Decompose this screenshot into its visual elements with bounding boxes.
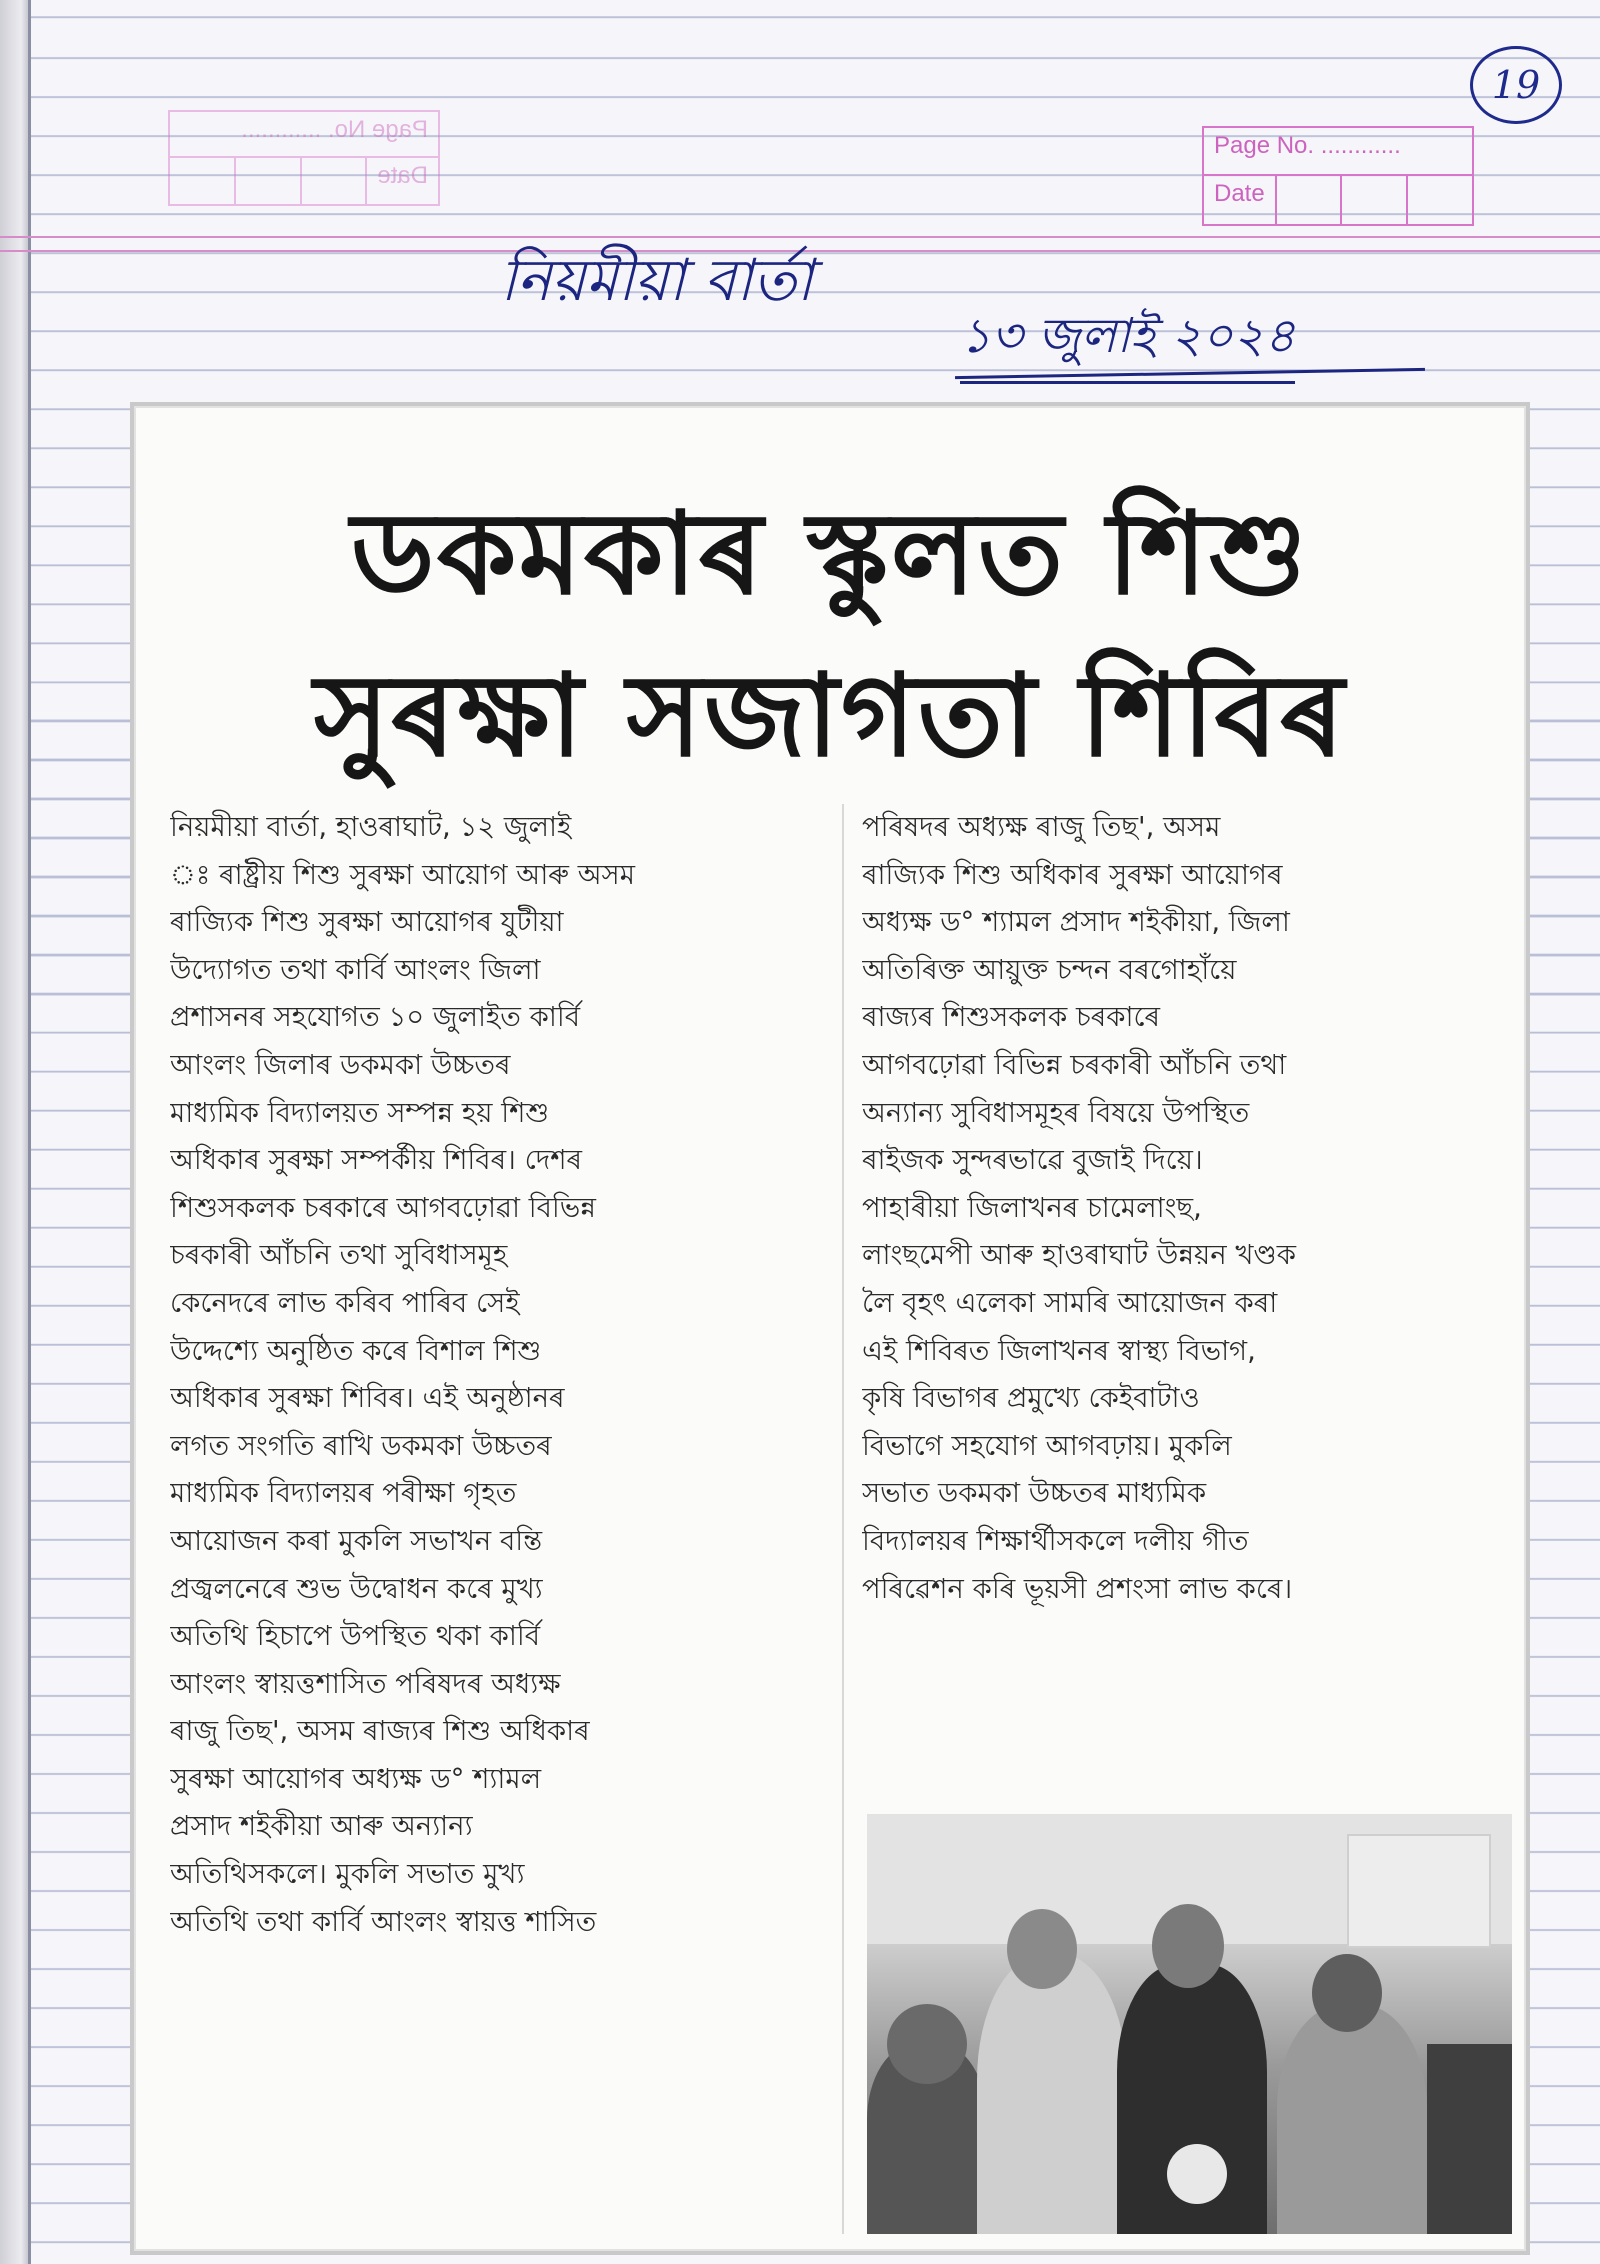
article-line: অতিথিসকলে। মুকলি সভাত মুখ্য <box>170 1858 525 1891</box>
headline-line-1: ডকমকাৰ স্কুলত শিশু <box>350 487 1310 620</box>
page-date-stamp <box>1202 126 1474 226</box>
article-line: মাধ্যমিক বিদ্যালয়ৰ পৰীক্ষা গৃহত <box>170 1477 517 1510</box>
article-line: বিভাগে সহযোগ আগবঢ়ায়। মুকলি <box>862 1429 1232 1462</box>
margin-line <box>28 0 31 2264</box>
article-line: আংলং স্বায়ত্তশাসিত পৰিষদৰ অধ্যক্ষ <box>170 1667 561 1700</box>
article-line: লাংছমেপী আৰু হাওৰাঘাট উন্নয়ন খণ্ডক <box>862 1239 1296 1272</box>
article-line: প্ৰশাসনৰ সহযোগত ১০ জুলাইত কাৰ্বি <box>170 1001 581 1034</box>
article-line: মাধ্যমিক বিদ্যালয়ত সম্পন্ন হয় শিশু <box>170 1096 550 1129</box>
article-line: আংলং জিলাৰ ডকমকা উচ্চতৰ <box>170 1048 511 1081</box>
article-column-left <box>170 804 820 1946</box>
article-line: উদ্যোগত তথা কাৰ্বি আংলং জিলা <box>170 953 541 986</box>
article-line: আগবঢ়োৱা বিভিন্ন চৰকাৰী আঁচনি তথা <box>862 1048 1287 1081</box>
page-number: 19 <box>1470 46 1562 124</box>
article-line: চৰকাৰী আঁচনি তথা সুবিধাসমূহ <box>170 1239 508 1272</box>
article-line: শিশুসকলক চৰকাৰে আগবঢ়োৱা বিভিন্ন <box>170 1191 596 1224</box>
article-line: পৰিষদৰ অধ্যক্ষ ৰাজু তিছ', অসম <box>862 811 1221 843</box>
handwritten-date: ১৩ জুলাই ২০২৪ <box>960 300 1295 384</box>
article-photo <box>867 1814 1512 2234</box>
headline-line-2: সুৰক্ষা সজাগতা শিবিৰ <box>313 649 1347 782</box>
newspaper-clipping <box>130 402 1530 2255</box>
column-divider <box>842 804 844 2234</box>
article-line: বিদ্যালয়ৰ শিক্ষাৰ্থীসকলে দলীয় গীত <box>862 1524 1249 1557</box>
article-line: অতিথি হিচাপে উপস্থিত থকা কাৰ্বি <box>170 1620 541 1653</box>
article-line: লৈ বৃহৎ এলেকা সামৰি আয়োজন কৰা <box>862 1286 1278 1319</box>
article-line: ৰাজ্যৰ শিশুসকলক চৰকাৰে <box>862 1001 1161 1034</box>
article-line: অতিৰিক্ত আয়ুক্ত চন্দন বৰগোহাঁয়ে <box>862 953 1237 986</box>
article-line: সুৰক্ষা আয়োগৰ অধ্যক্ষ ড° শ্যামল <box>170 1762 542 1795</box>
article-line: সভাত ডকমকা উচ্চতৰ মাধ্যমিক <box>862 1477 1207 1510</box>
article-line: অধ্যক্ষ ড° শ্যামল প্ৰসাদ শইকীয়া, জিলা <box>862 906 1290 939</box>
article-line: পাহাৰীয়া জিলাখনৰ চামেলাংছ, <box>862 1191 1202 1224</box>
article-line: অধিকাৰ সুৰক্ষা সম্পৰ্কীয় শিবিৰ। দেশৰ <box>170 1144 582 1177</box>
article-line: পৰিৱেশন কৰি ভূয়সী প্ৰশংসা লাভ কৰে। <box>862 1572 1293 1605</box>
article-line: প্ৰজ্বলনেৰে শুভ উদ্বোধন কৰে মুখ্য <box>170 1572 543 1605</box>
article-line: ঃ ৰাষ্ট্ৰীয় শিশু সুৰক্ষা আয়োগ আৰু অসম <box>170 858 635 891</box>
article-line: ৰাজ্যিক শিশু অধিকাৰ সুৰক্ষা আয়োগৰ <box>862 858 1283 891</box>
article-line: অধিকাৰ সুৰক্ষা শিবিৰ। এই অনুষ্ঠানৰ <box>170 1382 565 1415</box>
article-line: এই শিবিৰত জিলাখনৰ স্বাস্থ্য বিভাগ, <box>862 1334 1256 1367</box>
article-line: অন্যান্য সুবিধাসমূহৰ বিষয়ে উপস্থিত <box>862 1096 1250 1129</box>
page-no-label: Page No. ............ <box>1214 132 1401 159</box>
date-label: Date <box>1214 180 1265 207</box>
article-line: ৰাজ্যিক শিশু সুৰক্ষা আয়োগৰ যুটীয়া <box>170 906 564 939</box>
article-line: ৰাইজক সুন্দৰভাৱে বুজাই দিয়ে। <box>862 1144 1203 1177</box>
handwritten-newspaper-name: নিয়মীয়া বাৰ্তা <box>500 246 814 314</box>
article-line: অতিথি তথা কাৰ্বি আংলং স্বায়ত্ত শাসিত <box>170 1905 597 1938</box>
article-line: নিয়মীয়া বাৰ্তা, হাওৰাঘাট, ১২ জুলাই <box>170 811 572 843</box>
article-line: উদ্দেশ্যে অনুষ্ঠিত কৰে বিশাল শিশু <box>170 1334 542 1367</box>
article-line: ৰাজু তিছ', অসম ৰাজ্যৰ শিশু অধিকাৰ <box>170 1715 590 1748</box>
article-line: আয়োজন কৰা মুকলি সভাখন বন্তি <box>170 1524 543 1557</box>
article-line: কেনেদৰে লাভ কৰিব পাৰিব সেই <box>170 1286 520 1319</box>
ghost-stamp: Page No. ............ Date <box>168 110 440 206</box>
article-line: লগত সংগতি ৰাখি ডকমকা উচ্চতৰ <box>170 1429 552 1462</box>
article-column-right <box>862 804 1512 1613</box>
notebook-binding <box>0 0 30 2264</box>
article-line: প্ৰসাদ শইকীয়া আৰু অন্যান্য <box>170 1810 473 1843</box>
article-line: কৃষি বিভাগৰ প্ৰমুখ্যে কেইবাটাও <box>862 1382 1200 1415</box>
